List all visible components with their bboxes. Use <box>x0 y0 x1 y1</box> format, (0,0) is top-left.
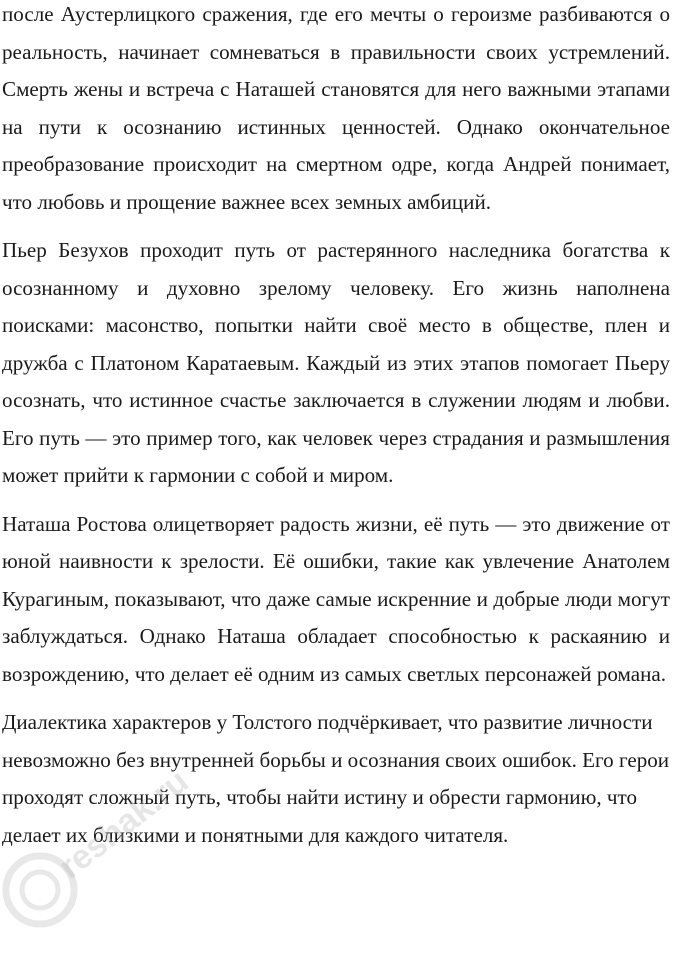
paragraph-andrei: после Аустерлицкого сражения, где его мечты о героизме разбиваются о реальность, начинает сомневаться в правильности своих устремлений. Смерть жены и встреча с Наташей становятся для него важными этапами на пути к осознанию истинных ценностей. Однако окончательное преобразование происходит на смертном одре, когда Андрей понимает, что любовь и прощение важнее всех земных амбиций. <box>2 2 670 214</box>
paragraph-natasha: Наташа Ростова олицетворяет радость жизни, её путь — это движение от юной наивности к зрелости. Её ошибки, такие как увлечение Анатолем Курагиным, показывают, что даже самые искренние и добрые люди могут заблуждаться. Однако Наташа обладает способностью к раскаянию и возрождению, что делает её одним из самых светлых персонажей романа. <box>2 511 670 686</box>
paragraph-pierre: Пьер Безухов проходит путь от растерянного наследника богатства к осознанному и духовно зрелому человеку. Его жизнь наполнена поисками: масонство, попытки найти своё место в обществе, плен и дружба с Платоном Каратаевым. Каждый из этих этапов помогает Пьеру осознать, что истинное счастье заключается в служении людям и любви. Его путь — это пример того, как человек через страдания и размышления может прийти к гармонии с собой и миром. <box>2 238 670 487</box>
document-body <box>2 0 670 865</box>
paragraph-dialectics: Диалектика характеров у Толстого подчёркивает, что развитие личности невозможно без внутренней борьбы и осознания своих ошибок. Его герои проходят сложный путь, чтобы найти истину и обрести гармонию, что делает их близкими и понятными для каждого читателя. <box>2 710 670 847</box>
watermark-text: reshak.ru <box>51 762 196 887</box>
